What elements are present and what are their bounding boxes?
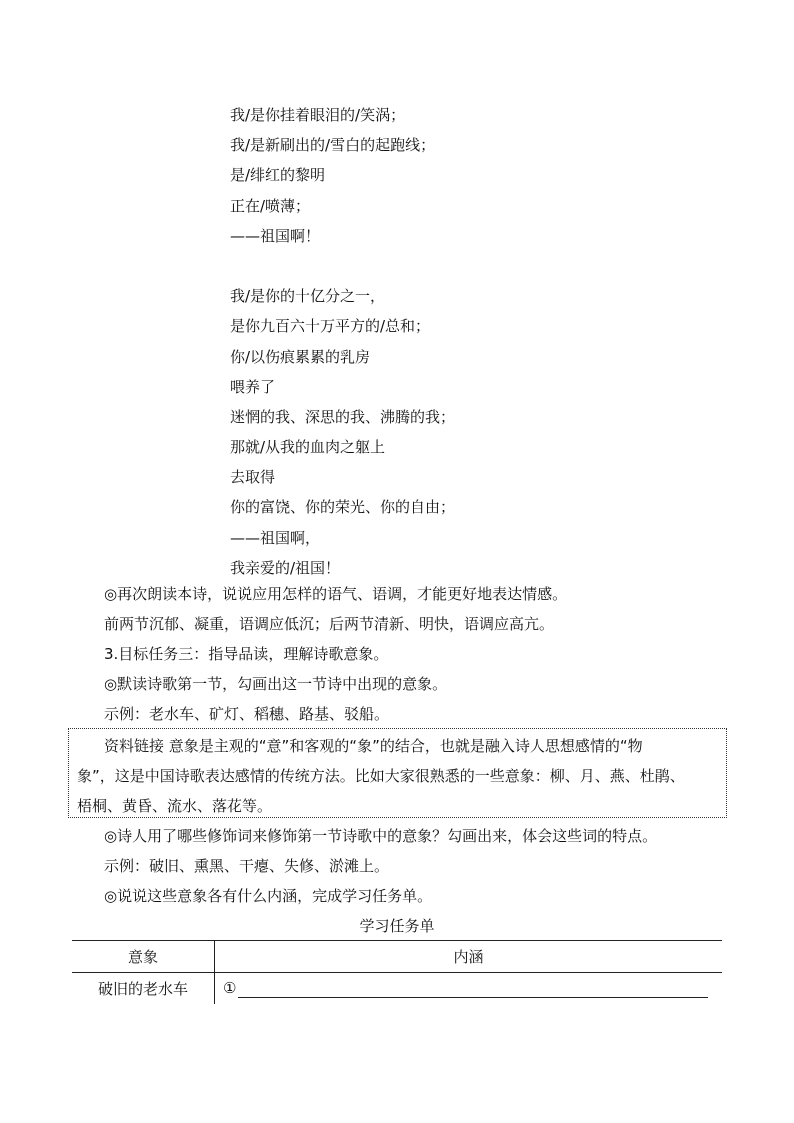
example-modifiers: 示例：破旧、熏黑、干瘪、失修、淤滩上。 (104, 857, 390, 875)
task-sheet-title: 学习任务单 (359, 917, 435, 935)
column-header-meaning: 内涵 (215, 941, 723, 973)
poem-line: ——祖国啊！ (230, 226, 321, 245)
poem-line: 喂养了 (230, 377, 276, 396)
poem-line: 去取得 (230, 468, 276, 487)
poem-line: 是/绯红的黎明 (230, 166, 326, 185)
table-row (72, 973, 722, 1005)
poem-line: 是你九百六十万平方的/总和； (230, 317, 431, 336)
poem-line: ——祖国啊， (230, 528, 321, 547)
meaning-cell (215, 973, 723, 1005)
poem-line: 迷惘的我、深思的我、沸腾的我； (230, 407, 456, 426)
poem-line: 你的富饶、你的荣光、你的自由； (230, 498, 456, 517)
question-reread: ◎再次朗读本诗，说说应用怎样的语气、语调，才能更好地表达情感。 (104, 585, 568, 603)
poem-line: 那就/从我的血肉之躯上 (230, 438, 386, 457)
answer-blank[interactable] (238, 979, 708, 998)
answer-reread: 前两节沉郁、凝重，语调应低沉；后两节清新、明快，语调应高亢。 (104, 615, 555, 633)
table-header-row (72, 941, 722, 973)
poem-line: 我亲爱的/祖国！ (230, 558, 341, 577)
column-header-image: 意象 (72, 941, 215, 973)
poem (230, 100, 455, 583)
task-three-heading: 3.目标任务三：指导品读，理解诗歌意象。 (104, 645, 389, 663)
item-marker: ① (223, 979, 237, 997)
resource-line: 资料链接 意象是主观的“意”和客观的“象”的结合，也就是融入诗人思想感情的“物 (104, 737, 643, 755)
image-cell: 破旧的老水车 (72, 973, 215, 1005)
poem-line: 我/是你挂着眼泪的/笑涡； (230, 106, 406, 124)
poem-line: 我/是新刷出的/雪白的起跑线； (230, 136, 436, 155)
example-imagery: 示例：老水车、矿灯、稻穗、路基、驳船。 (104, 705, 390, 723)
task-sheet-table (72, 940, 722, 1004)
resource-line: 梧桐、黄昏、流水、落花等。 (77, 797, 273, 815)
poem-line: 我/是你的十亿分之一， (230, 287, 386, 306)
stanza-gap (230, 251, 455, 281)
question-modifiers: ◎诗人用了哪些修饰词来修饰第一节诗歌中的意象？勾画出来，体会这些词的特点。 (104, 827, 658, 845)
poem-line: 你/以伤痕累累的乳房 (230, 347, 371, 366)
poem-line: 正在/喷薄； (230, 196, 311, 215)
question-meaning: ◎说说这些意象各有什么内涵，完成学习任务单。 (104, 887, 433, 905)
resource-line: 象”，这是中国诗歌表达感情的传统方法。比如大家很熟悉的一些意象：柳、月、燕、杜鹃、 (77, 767, 685, 785)
question-imagery: ◎默读诗歌第一节，勾画出这一节诗中出现的意象。 (104, 675, 448, 693)
resource-link-box (68, 728, 727, 818)
